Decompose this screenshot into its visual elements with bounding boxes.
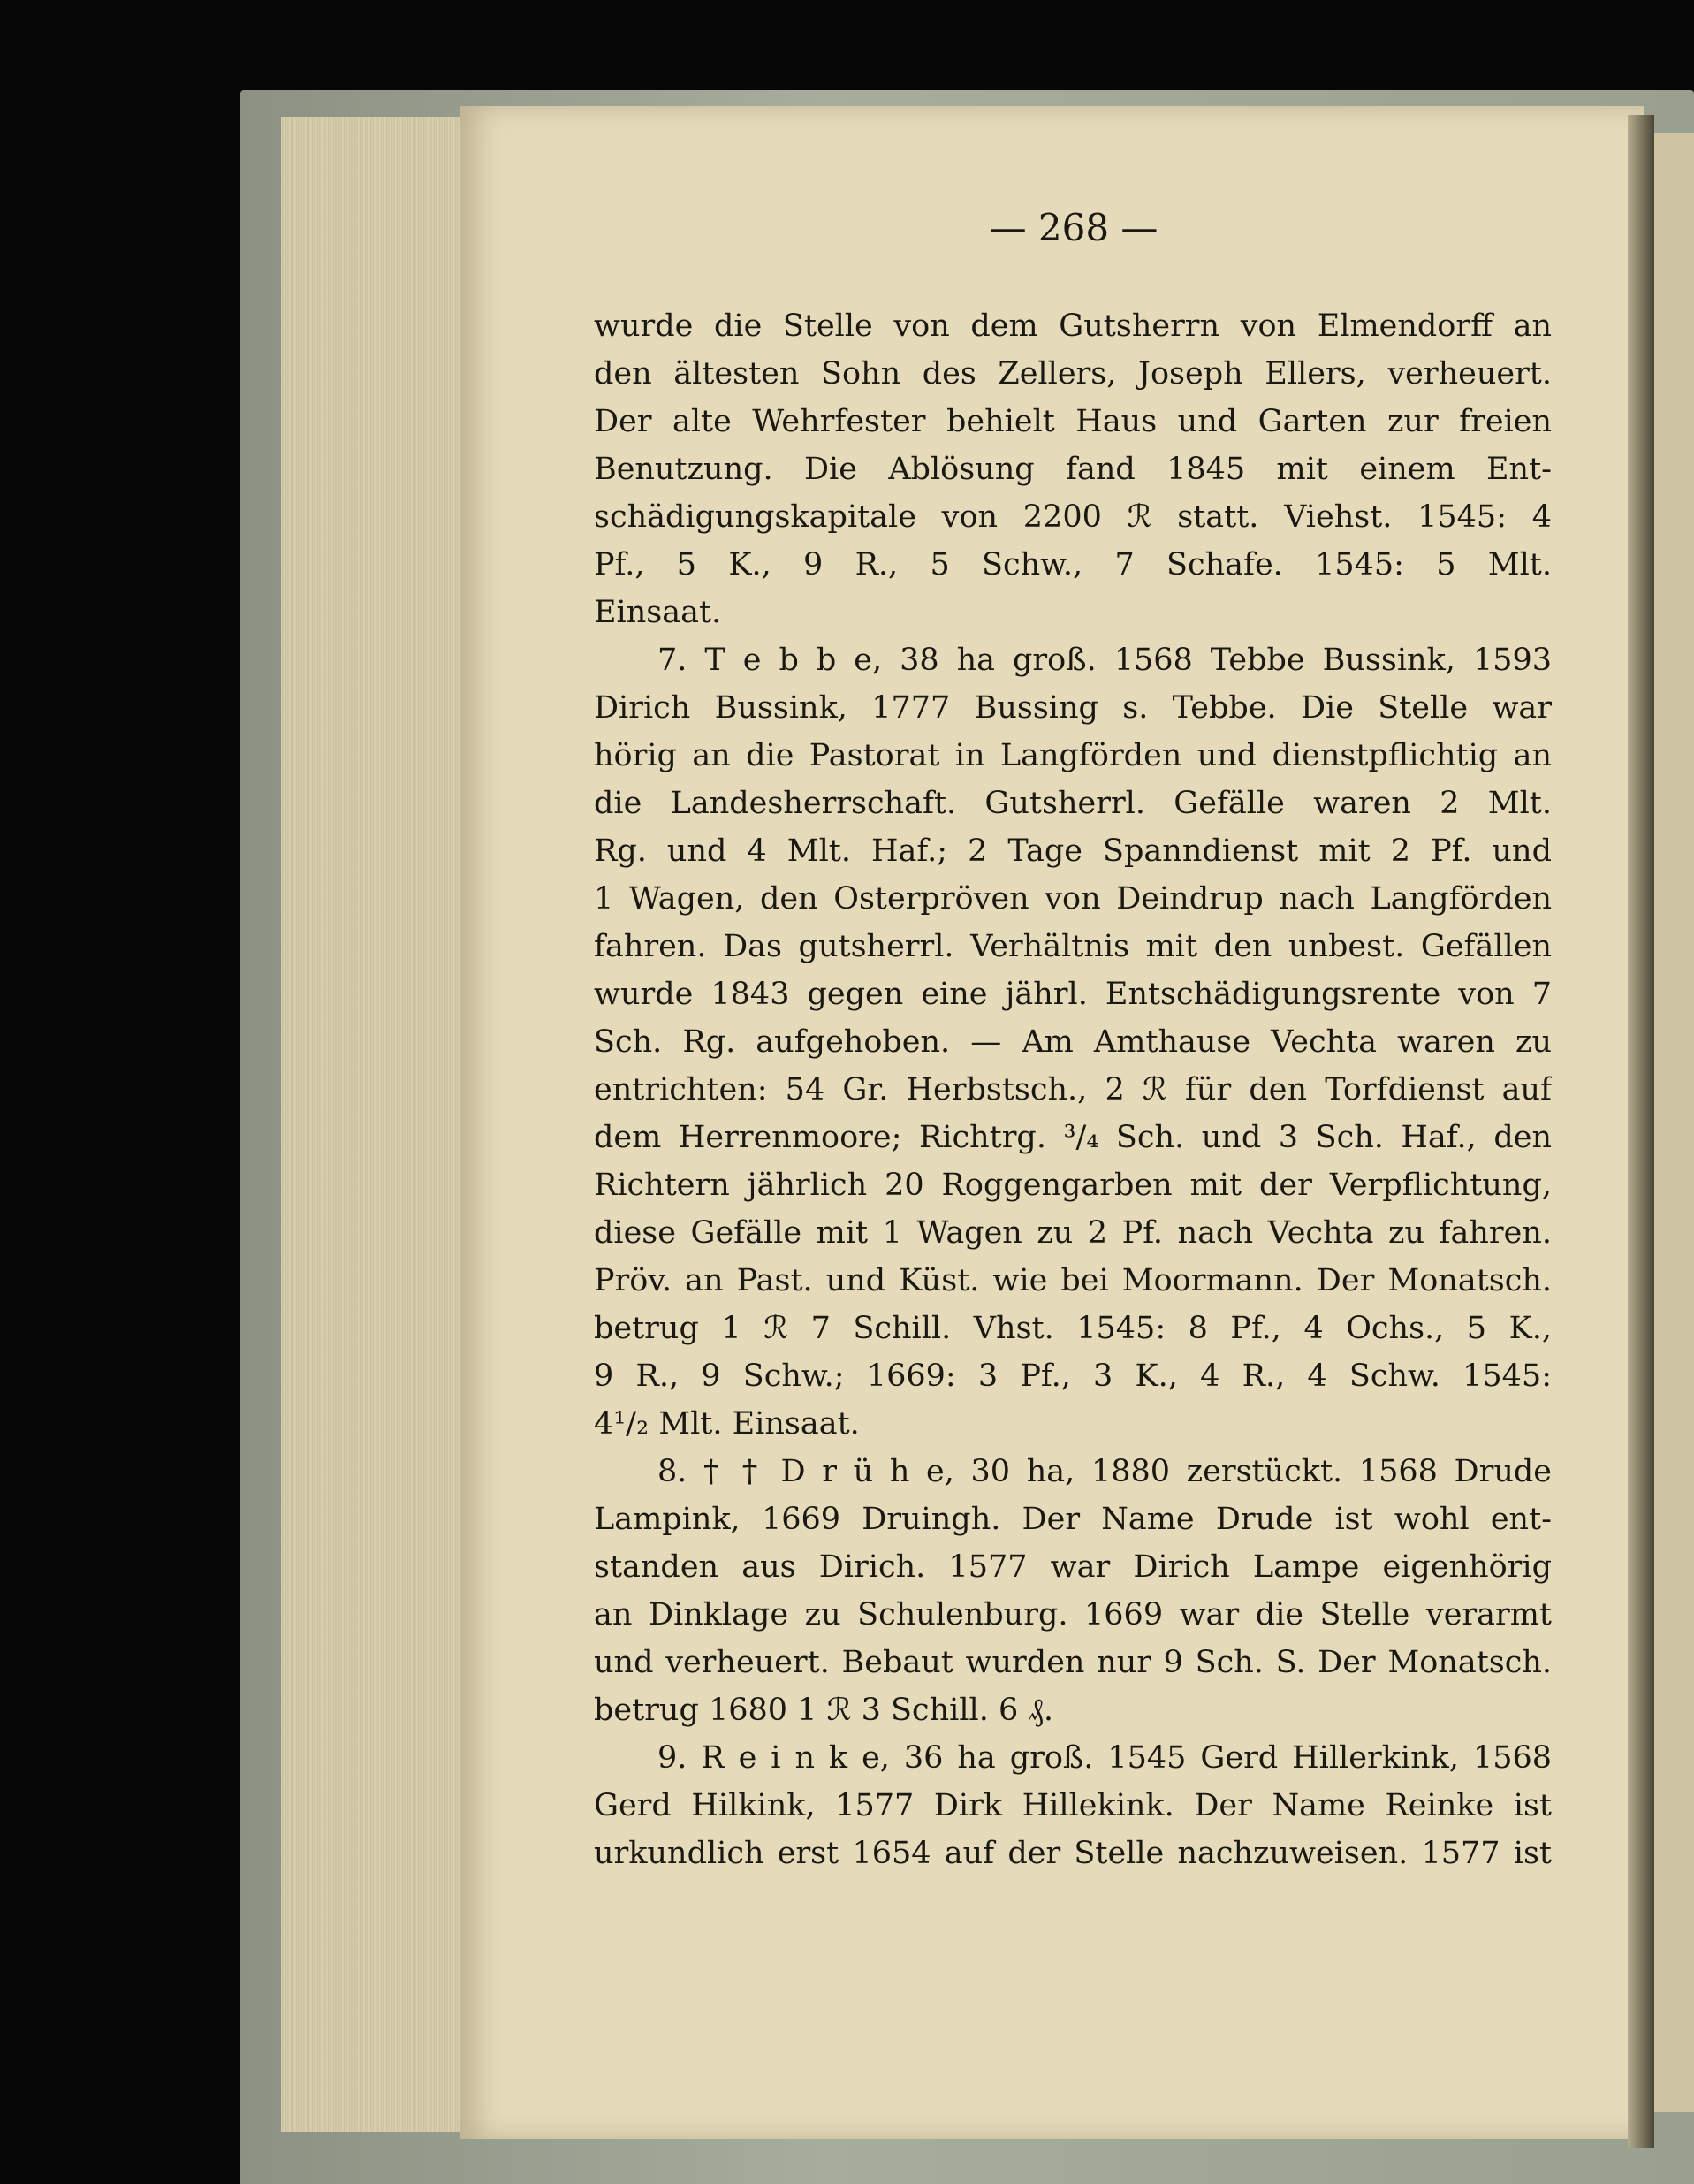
text-line: Lampink, 1669 Druingh. Der Name Drude ist wohl ent- [594, 1502, 1552, 1537]
text-line: Pröv. an Past. und Küst. wie bei Moormann. Der Monatsch. [594, 1263, 1552, 1298]
text-line: diese Gefälle mit 1 Wagen zu 2 Pf. nach Vechta zu fahren. [594, 1215, 1552, 1251]
text-line: 9 R., 9 Schw.; 1669: 3 Pf., 3 K., 4 R., 4 Schw. 1545: [594, 1358, 1552, 1394]
text-line: die Landesherrschaft. Gutsherrl. Gefälle waren 2 Mlt. [594, 786, 1552, 821]
page-gutter [1628, 115, 1654, 2148]
page-number: — 268 — [989, 206, 1158, 249]
text-line: betrug 1 ℛ 7 Schill. Vhst. 1545: 8 Pf., 4 Ochs., 5 K., [594, 1311, 1552, 1346]
text-line: hörig an die Pastorat in Langförden und dienstpflichtig an [594, 738, 1552, 773]
text-line: Sch. Rg. aufgehoben. — Am Amthause Vechta waren zu [594, 1024, 1552, 1060]
text-line: Der alte Wehrfester behielt Haus und Garten zur freien [594, 404, 1552, 439]
text-line: Einsaat. [594, 595, 722, 630]
text-line: Pf., 5 K., 9 R., 5 Schw., 7 Schafe. 1545: 5 Mlt. [594, 547, 1552, 582]
text-line: wurde 1843 gegen eine jährl. Entschädigungsrente von 7 [594, 977, 1552, 1012]
text-line: Gerd Hilkink, 1577 Dirk Hillekink. Der Name Reinke ist [594, 1788, 1552, 1823]
text-line: fahren. Das gutsherrl. Verhältnis mit den unbest. Gefällen [594, 929, 1552, 964]
text-line: 9. R e i n k e, 36 ha groß. 1545 Gerd Hillerkink, 1568 [657, 1740, 1552, 1776]
text-line: entrichten: 54 Gr. Herbstsch., 2 ℛ für den Torfdienst auf [594, 1072, 1552, 1107]
text-line: wurde die Stelle von dem Gutsherrn von Elmendorff an [594, 308, 1552, 344]
text-line: 8. † † D r ü h e, 30 ha, 1880 zerstückt. 1568 Drude [657, 1454, 1552, 1489]
text-line: urkundlich erst 1654 auf der Stelle nachzuweisen. 1577 ist [594, 1836, 1552, 1871]
text-line: an Dinklage zu Schulenburg. 1669 war die Stelle verarmt [594, 1597, 1552, 1632]
text-line: Benutzung. Die Ablösung fand 1845 mit einem Ent- [594, 452, 1552, 487]
text-line: Rg. und 4 Mlt. Haf.; 2 Tage Spanndienst mit 2 Pf. und [594, 833, 1552, 869]
text-line: den ältesten Sohn des Zellers, Joseph Ellers, verheuert. [594, 356, 1552, 392]
text-line: 1 Wagen, den Osterpröven von Deindrup nach Langförden [594, 881, 1552, 917]
next-page-edge [1654, 133, 1694, 2112]
page-edges [281, 117, 486, 2132]
text-line: Dirich Bussink, 1777 Bussing s. Tebbe. Die Stelle war [594, 690, 1552, 726]
text-line: dem Herrenmoore; Richtrg. ³/₄ Sch. und 3 Sch. Haf., den [594, 1120, 1552, 1155]
body-text [594, 302, 1552, 1877]
text-line: Richtern jährlich 20 Roggengarben mit der Verpflichtung, [594, 1168, 1552, 1203]
text-line: standen aus Dirich. 1577 war Dirich Lampe eigenhörig [594, 1549, 1552, 1585]
text-line: 4¹/₂ Mlt. Einsaat. [594, 1406, 860, 1442]
text-line: und verheuert. Bebaut wurden nur 9 Sch. S. Der Monatsch. [594, 1645, 1552, 1680]
text-line: betrug 1680 1 ℛ 3 Schill. 6 ₰. [594, 1693, 1053, 1728]
text-line: schädigungskapitale von 2200 ℛ statt. Viehst. 1545: 4 [594, 499, 1552, 535]
text-line: 7. T e b b e, 38 ha groß. 1568 Tebbe Bussink, 1593 [657, 643, 1552, 678]
